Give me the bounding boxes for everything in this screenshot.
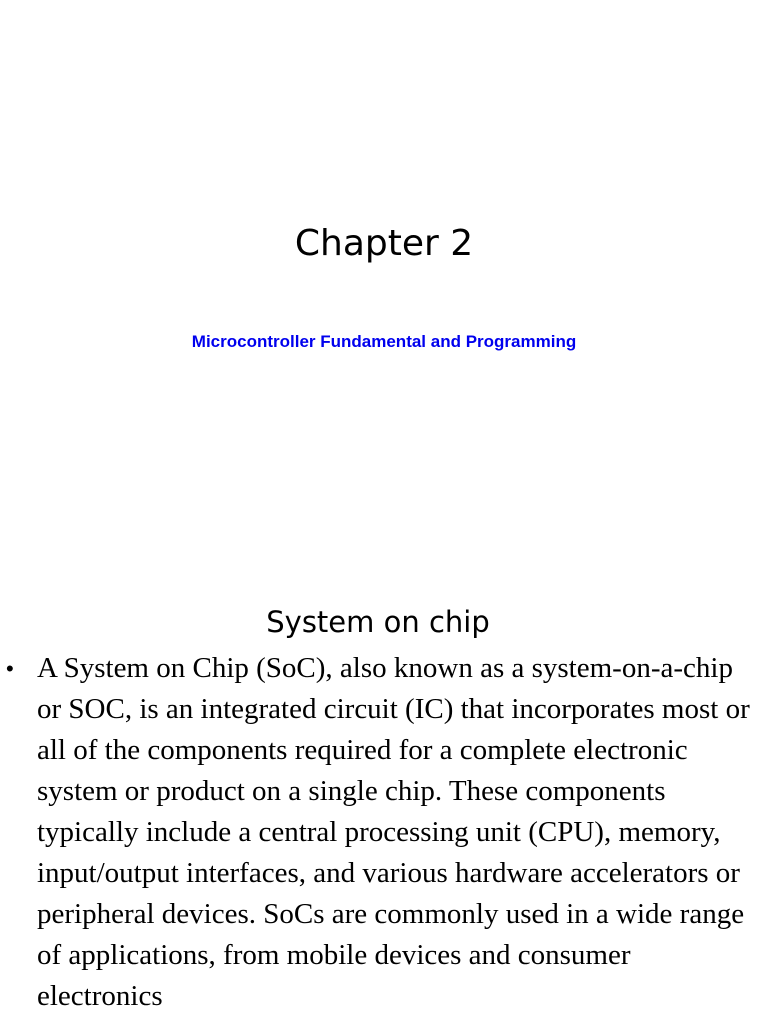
chapter-title: Chapter 2 [294, 223, 474, 264]
content-slide [0, 576, 768, 1024]
bullet-list [0, 648, 768, 1017]
chapter-subtitle: Microcontroller Fundamental and Programming [191, 332, 577, 351]
bullet-text: A System on Chip (SoC), also known as a system-on-a-chip or SOC, is an integrated circuit (IC) that incorporates most or all of the components required for a complete electronic system or product on a single chip. These components typically include a central processing unit (CPU), memory, input/output interfaces, and various hardware accelerators or peripheral devices. SoCs are commonly used in a wide range of applications, from mobile devices and consumer electronics [37, 652, 750, 1012]
section-title: System on chip [266, 605, 490, 639]
bullet-item [0, 648, 768, 1017]
bullet-dot-icon: • [6, 656, 14, 681]
